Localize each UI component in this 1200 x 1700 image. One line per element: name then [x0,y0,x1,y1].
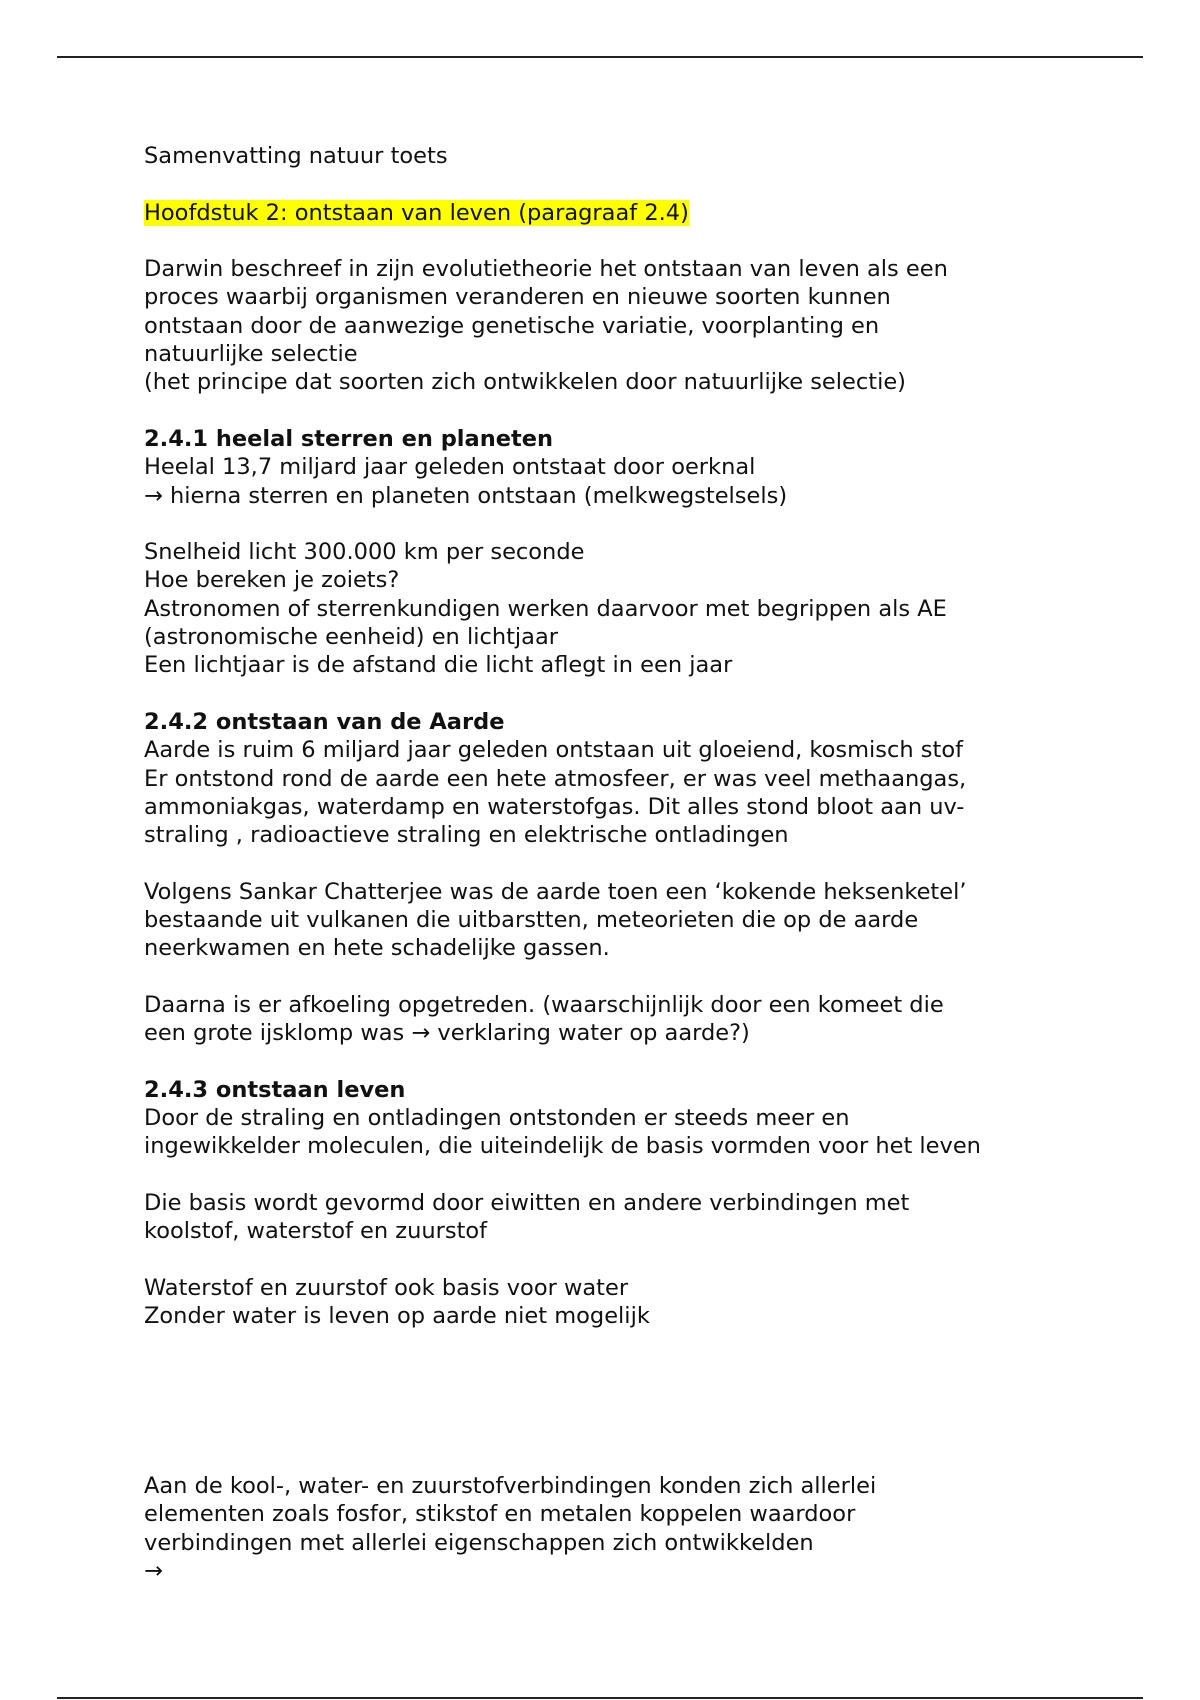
text-line: (astronomische eenheid) en lichtjaar [144,624,558,651]
text-line: natuurlijke selectie [144,341,358,368]
highlighted-chapter-title: Hoofdstuk 2: ontstaan van leven (paragraaf 2.4) [144,199,689,226]
text-line: (het principe dat soorten zich ontwikkelen door natuurlijke selectie) [144,369,906,396]
paragraph [144,1104,1074,1161]
text-line: koolstof, waterstof en zuurstof [144,1218,488,1245]
paragraph [144,453,1074,510]
text-line: ingewikkelder moleculen, die uiteindelijk de basis vormden voor het leven [144,1133,981,1160]
section-heading-2-4-3: 2.4.3 ontstaan leven [144,1076,406,1103]
intro-paragraph [144,255,1074,396]
text-line: Volgens Sankar Chatterjee was de aarde toen een ‘kokende heksenketel’ [144,878,967,905]
text-line: proces waarbij organismen veranderen en nieuwe soorten kunnen [144,284,891,311]
text-line: Aarde is ruim 6 miljard jaar geleden ontstaan uit gloeiend, kosmisch stof [144,737,964,764]
text-line: ontstaan door de aanwezige genetische variatie, voorplanting en [144,312,880,339]
section-heading-2-4-2: 2.4.2 ontstaan van de Aarde [144,708,505,735]
text-line: Snelheid licht 300.000 km per seconde [144,539,585,566]
paragraph [144,878,1074,963]
text-line: Daarna is er afkoeling opgetreden. (waarschijnlijk door een komeet die [144,991,944,1018]
text-line: Aan de kool-, water- en zuurstofverbindingen konden zich allerlei [144,1472,877,1499]
text-line: verbindingen met allerlei eigenschappen zich ontwikkelden [144,1529,814,1556]
text-line: → hierna sterren en planeten ontstaan (melkwegstelsels) [144,482,788,509]
text-line: ammoniakgas, waterdamp en waterstofgas. Dit alles stond bloot aan uv- [144,793,965,820]
text-line: Darwin beschreef in zijn evolutietheorie het ontstaan van leven als een [144,256,948,283]
text-line: straling , radioactieve straling en elektrische ontladingen [144,822,789,849]
text-line: Heelal 13,7 miljard jaar geleden ontstaat door oerknal [144,454,756,481]
text-line: Waterstof en zuurstof ook basis voor water [144,1274,629,1301]
text-line: Een lichtjaar is de afstand die licht aflegt in een jaar [144,652,733,679]
paragraph [144,1189,1074,1246]
section-heading-2-4-1: 2.4.1 heelal sterren en planeten [144,425,554,452]
paragraph [144,1274,1074,1331]
text-line: neerkwamen en hete schadelijke gassen. [144,935,610,962]
arrow-line: → [144,1557,163,1584]
paragraph [144,538,1074,679]
document-title: Samenvatting natuur toets [144,143,448,169]
text-line: Er ontstond rond de aarde een hete atmosfeer, er was veel methaangas, [144,765,967,792]
document-body [144,142,1074,1585]
chapter-heading [144,199,1074,227]
text-line: Die basis wordt gevormd door eiwitten en andere verbindingen met [144,1189,910,1216]
paragraph [144,1472,1074,1585]
paragraph [144,736,1074,849]
text-line: Astronomen of sterrenkundigen werken daarvoor met begrippen als AE [144,595,947,622]
text-line: Door de straling en ontladingen ontstonden er steeds meer en [144,1105,850,1132]
bottom-rule [57,1697,1143,1699]
text-line: Hoe bereken je zoiets? [144,567,400,594]
text-line: elementen zoals fosfor, stikstof en metalen koppelen waardoor [144,1501,856,1528]
text-line: bestaande uit vulkanen die uitbarstten, meteorieten die op de aarde [144,907,919,934]
text-line: een grote ijsklomp was → verklaring water op aarde?) [144,1020,750,1047]
paragraph [144,991,1074,1048]
text-line: Zonder water is leven op aarde niet mogelijk [144,1303,650,1330]
top-rule [57,56,1143,58]
